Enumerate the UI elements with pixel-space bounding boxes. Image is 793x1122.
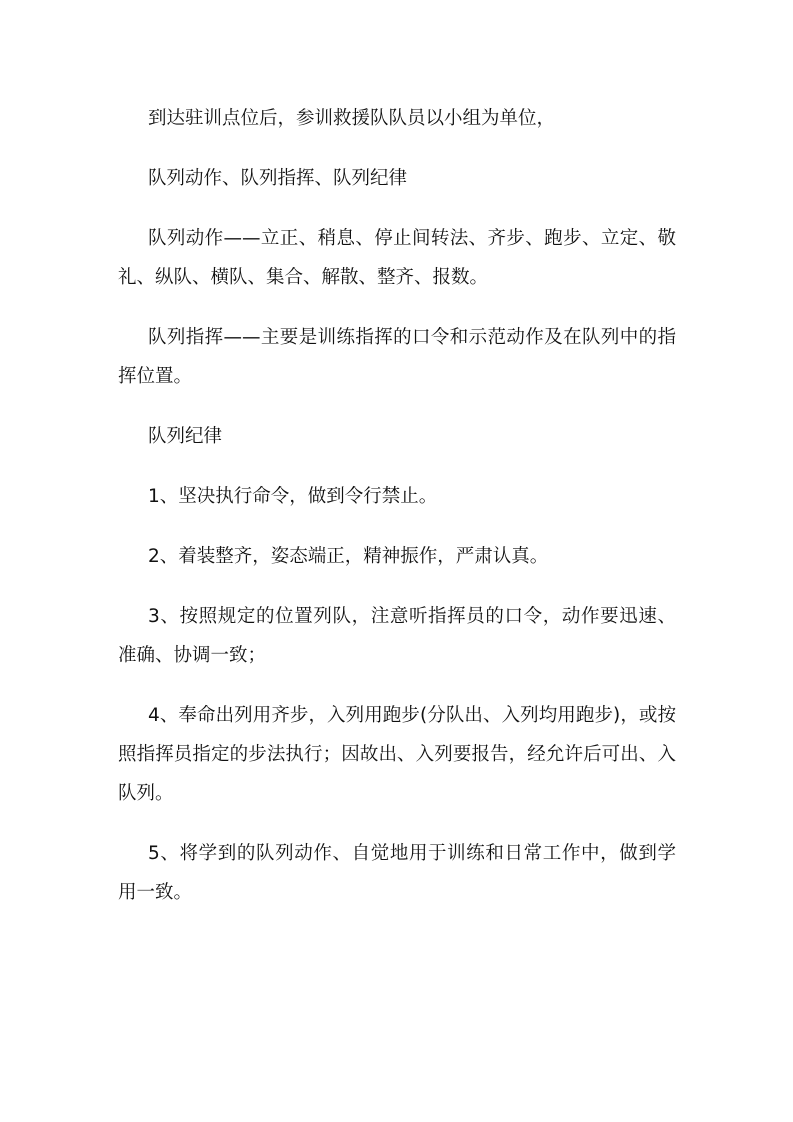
list-item-2: 2、着装整齐，姿态端正，精神振作，严肃认真。 bbox=[148, 546, 549, 567]
paragraph-drill-actions: 队列动作——立正、稍息、停止间转法、齐步、跑步、立定、敬礼、纵队、横队、集合、解散、整齐、报数。 bbox=[118, 228, 676, 288]
list-item-4: 4、奉命出列用齐步，入列用跑步(分队出、入列均用跑步)，或按照指挥员指定的步法执行；因故出、入列要报告，经允许后可出、入队列。 bbox=[118, 705, 676, 804]
paragraph-intro: 到达驻训点位后，参训救援队队员以小组为单位， bbox=[148, 108, 556, 129]
list-item-1: 1、坚决执行命令，做到令行禁止。 bbox=[148, 486, 438, 507]
document-body bbox=[118, 99, 676, 933]
paragraph-drill-command: 队列指挥——主要是训练指挥的口令和示范动作及在队列中的指挥位置。 bbox=[118, 327, 676, 387]
list-item-5: 5、将学到的队列动作、自觉地用于训练和日常工作中，做到学用一致。 bbox=[118, 843, 676, 903]
paragraph-discipline-heading: 队列纪律 bbox=[148, 426, 223, 447]
paragraph-topics: 队列动作、队列指挥、队列纪律 bbox=[148, 168, 408, 189]
list-item-3: 3、按照规定的位置列队，注意听指挥员的口令，动作要迅速、 准确、协调一致； bbox=[118, 606, 676, 666]
